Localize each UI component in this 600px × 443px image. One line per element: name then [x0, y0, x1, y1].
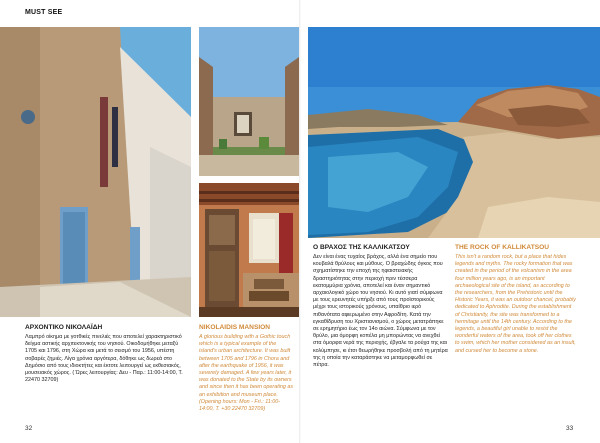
english-title-rock: THE ROCK OF KALLIKATSOU — [455, 244, 550, 251]
section-header: MUST SEE — [25, 9, 63, 16]
page-number-right: 33 — [566, 425, 574, 432]
greek-title-rock: Ο ΒΡΑΧΟΣ ΤΗΣ ΚΑΛΛΙΚΑΤΣΟΥ — [313, 244, 410, 251]
greek-body-mansion: Λαμπρό οίκημα με γοτθικές πινελιές που αποτελεί χαρακτηριστικό δείγμα αστικής αρχιτεκτονικής του νησιού. Οικοδομήθηκε μεταξύ 1705 και 1796, στη Χώρα και μετά το σεισμό του 1956, υπέστη σοβαρές ζημιές. Λίγα χρόνια αργότερα, δόθηκε ως δωρεά στο Δημόσιο από τους ιδιοκτήτες και έκτοτε λειτουργεί ως εκθεσιακός, μουσειακός χώρος. ( Ώρες λειτουργίας: Δευ - Παρ.: 11:00-14:00, Τ. 22470 32709) — [25, 334, 183, 384]
interior-photo — [199, 183, 299, 317]
page-gutter — [299, 0, 301, 443]
english-body-rock: This isn't a random rock, but a place that hides legends and myths. The rocky formation that was created in the period of the volcanism in the area four million years ago, is an important archaeological site of the island, as according to the researchers, from the Prehistoric until the Historic Years, it was an outdoor chancel, probably dedicated to Aphrodite. During the establishment of Christianity, the site was transformed to a hermitage until the 14th century. According to the legends, a beautiful girl unable to resist the wonderful waters of the area, took off her clothes to swim, which her mother considered as an insult, and cursed her to become a stone. — [455, 254, 576, 354]
greek-body-rock: Δεν είναι ένας τυχαίος βράχος, αλλά ένα σημείο που κουβαλά θρύλους και μύθους. Ο βραχώδης όγκος που σχηματίστηκε την εποχή της ηφαιστειακής δραστηριότητας στην περιοχή πριν τέσσερα εκατομμύρια χρόνια, αποτελεί και έναν σημαντικό αρχαιολογικό χώρο του νησιού. Κι αυτό γιατί σύμφωνα με τους ερευνητές υπήρξε από τους προϊστορικούς μέχρι τους ιστορικούς χρόνους, υπαίθριο ιερό πιθανότατα αφιερωμένο στην Αφροδίτη. Κατά την εγκαθίδρυση του Χριστιανισμού, ο χώρος μετατράπηκε σε ερημητήριο έως τον 14ο αιώνα. Σύμφωνα με τον θρύλο, μια όμορφη κοπέλα μη μπορώντας να ανεχθεί στα όμορφα νερά της περιοχής, έβγαλε τα ρούχα της και κολύμπησε, κι έτσι θεωρήθηκε προσβολή από τη μητέρα της η οποία την καταράστηκε να μεταμορφωθεί σε πέτρα. — [313, 254, 448, 369]
english-body-mansion: A glorious building with a Gothic touch which is a typical example of the island's urban architecture. It was built between 1705 and 1796 in Chora and after the earthquake of 1956, it was severely damaged. A few years later, it was donated to the State by its owners and since then it has been operating as an exhibition and museum place. (Opening hours: Mon - Fri.: 11:00-14:00, T. +30 22470 32709) — [199, 334, 294, 413]
alley-photo — [0, 27, 191, 317]
courtyard-photo — [199, 27, 299, 176]
rock-beach-photo — [308, 27, 600, 238]
english-title-mansion: NIKOLAIDIS MANSION — [199, 324, 271, 331]
greek-title-mansion: ΑΡΧΟΝΤΙΚΟ ΝΙΚΟΛΑΪΔΗ — [25, 324, 103, 331]
page-number-left: 32 — [25, 425, 33, 432]
